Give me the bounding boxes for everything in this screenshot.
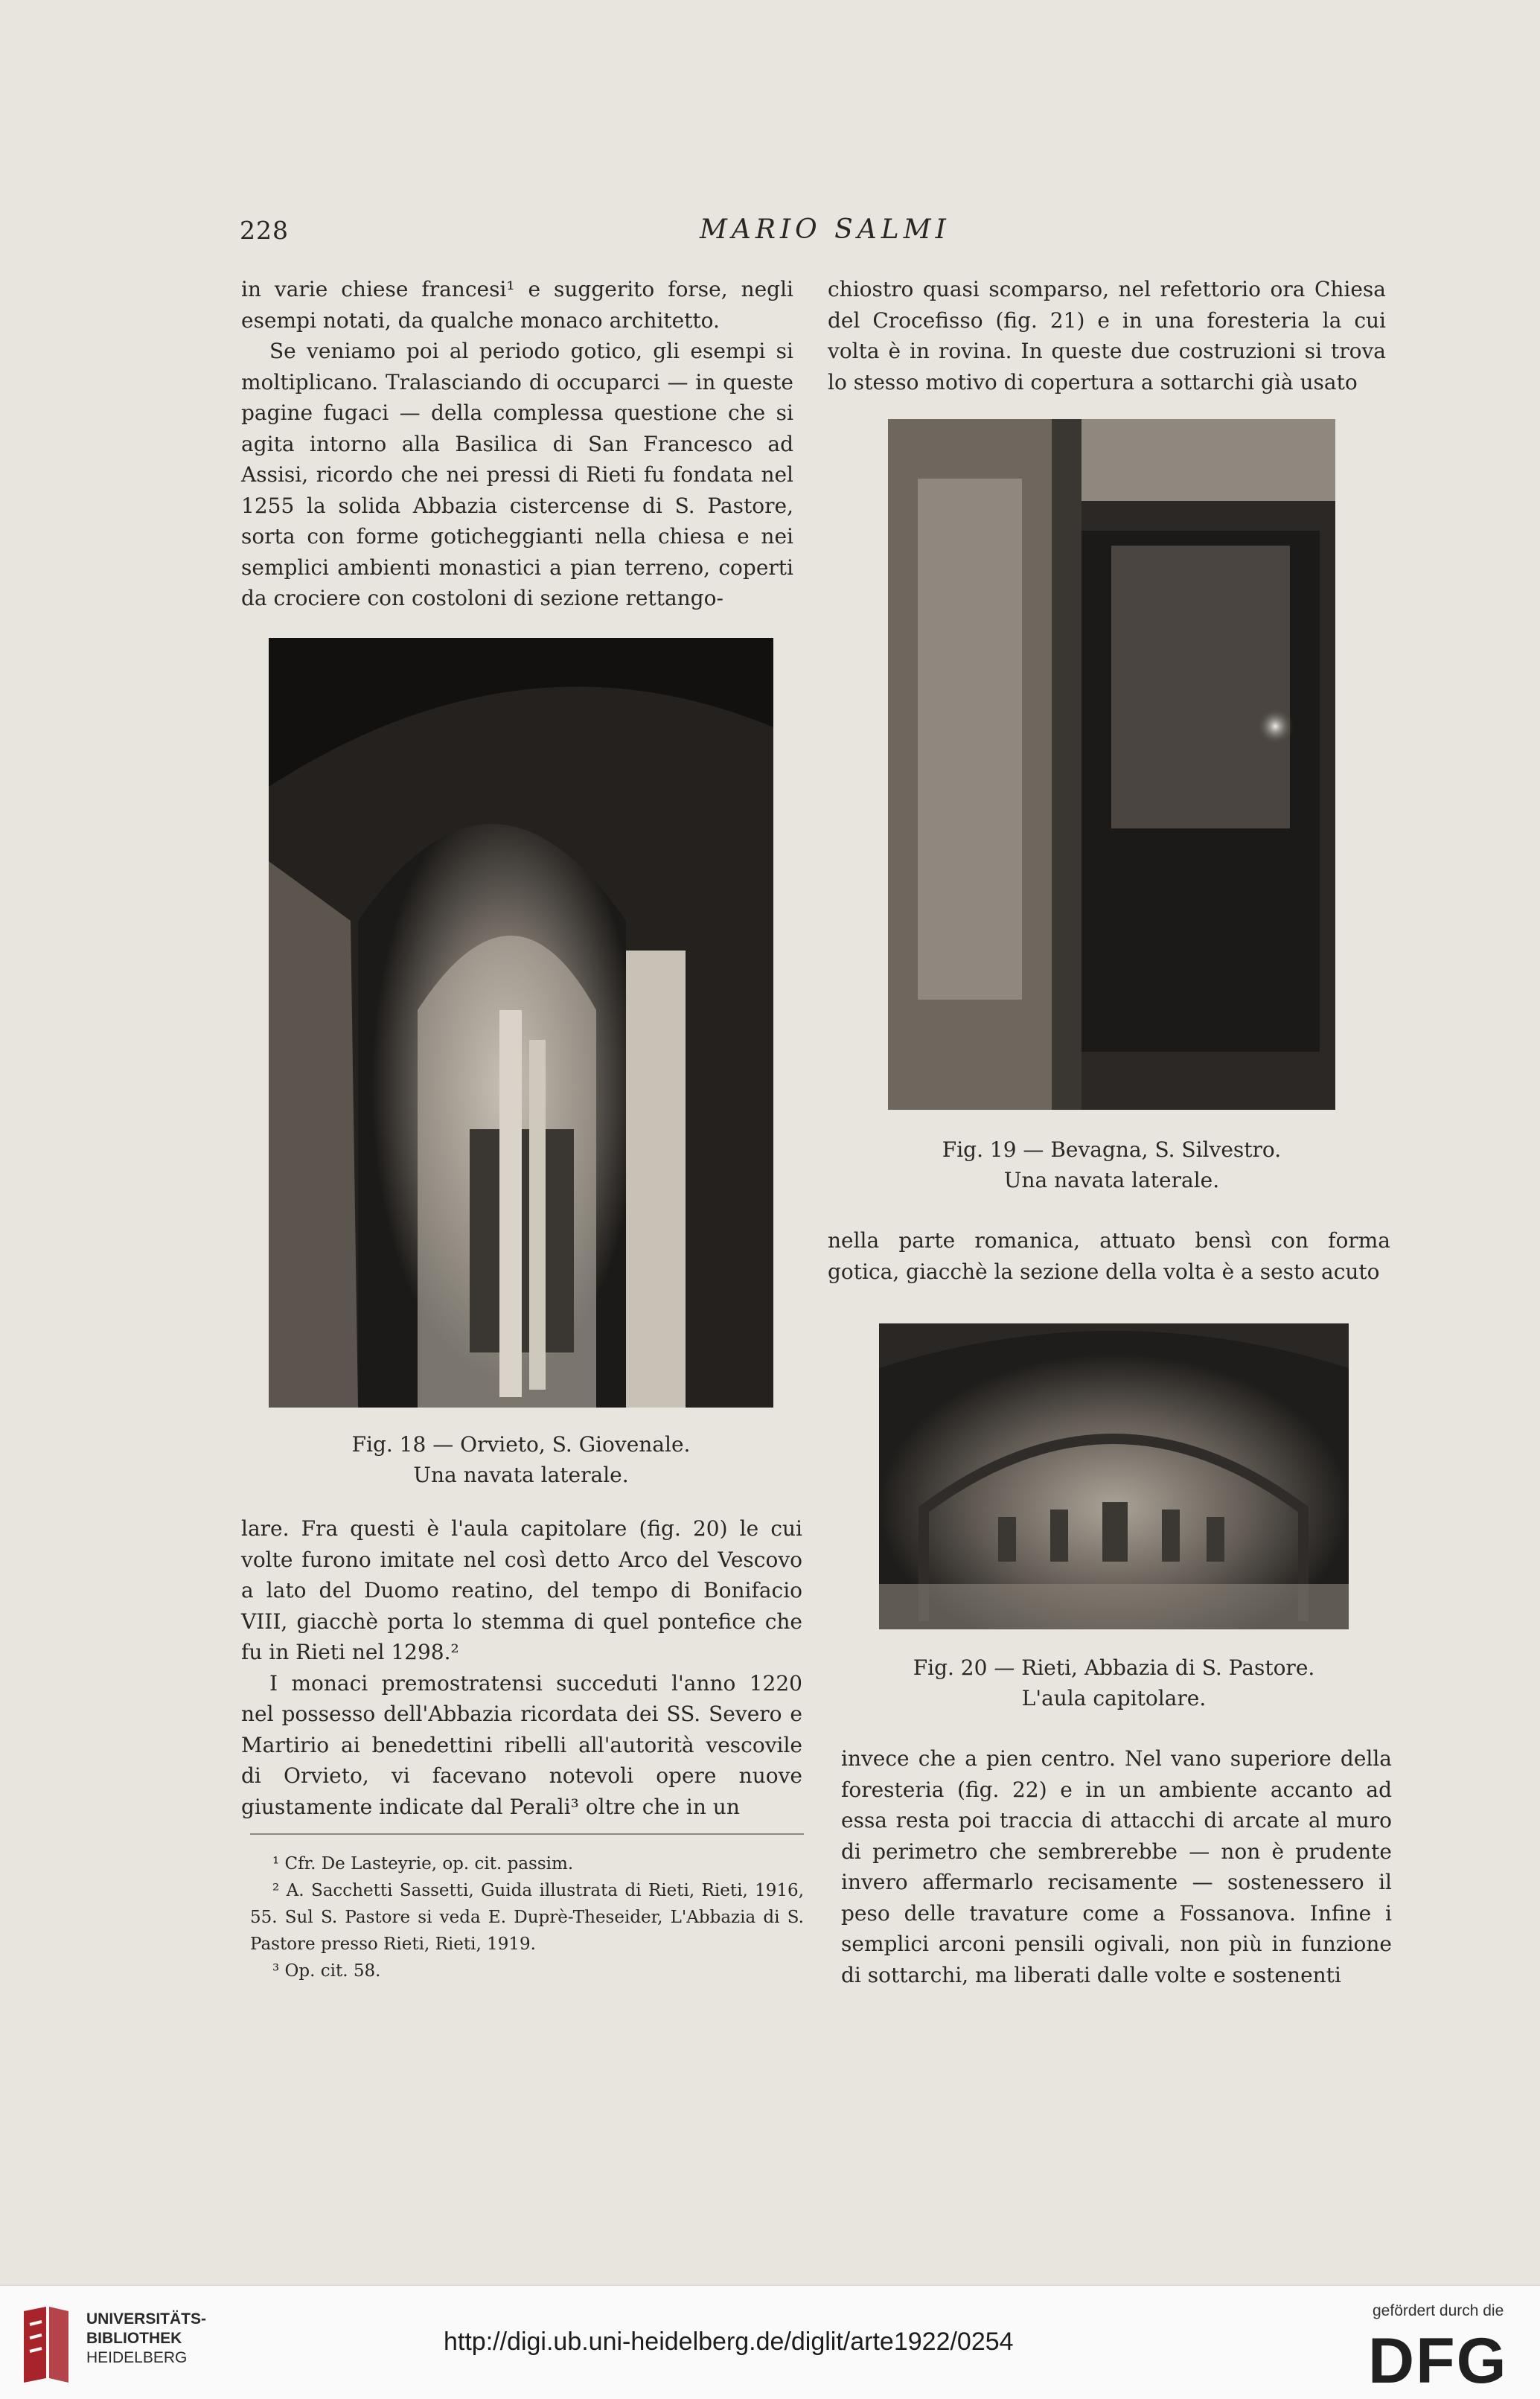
library-name-line2: BIBLIOTHEK [86, 2330, 182, 2347]
figure-19-caption-line2: Una navata laterale. [1003, 1168, 1220, 1192]
left-paragraph-4: I monaci premostratensi succeduti l'anno 1220 nel possesso dell'Abbazia ricordata dei SS. Severo e Martirio ai benedettini ribelli all'autorità vescovile di Orvieto, vi facevano notevoli opere nuove giustamente indicate dal Perali³ oltre che in un [241, 1670, 802, 1819]
page-number: 228 [240, 216, 289, 245]
dfg-logo: DFG [1368, 2325, 1508, 2397]
figure-20-caption [879, 1652, 1349, 1713]
footnotes [250, 1850, 804, 1984]
library-name-line3: HEIDELBERG [86, 2349, 188, 2366]
library-name-line1: UNIVERSITÄTS- [86, 2310, 207, 2328]
right-column-bottom [841, 1743, 1392, 1990]
library-name [86, 2310, 206, 2368]
left-paragraph-1: in varie chiese francesi¹ e suggerito forse, negli esempi notati, da qualche monaco architetto. [241, 277, 793, 333]
left-paragraph-3: lare. Fra questi è l'aula capitolare (fig. 20) le cui volte furono imitate nel così detto Arco del Vescovo a lato del Duomo reatino, del tempo di Bonifacio VIII, giacchè porta lo stemma di quel pontefice che fu in Rieti nel 1298.² [241, 1516, 802, 1664]
footnote-2: ² A. Sacchetti Sassetti, Guida illustrata di Rieti, Rieti, 1916, 55. Sul S. Pastore si veda E. Duprè-Theseider, L'Abbazia di S. Pastore presso Rieti, Rieti, 1919. [250, 1881, 804, 1954]
figure-18-caption-line1: Fig. 18 — Orvieto, S. Giovenale. [351, 1432, 691, 1457]
figure-19-caption-line1: Fig. 19 — Bevagna, S. Silvestro. [942, 1137, 1282, 1162]
university-library-logo [16, 2304, 74, 2386]
right-column-top [828, 274, 1386, 397]
figure-20-photo [879, 1323, 1349, 1629]
footer-bar [0, 2285, 1540, 2399]
right-paragraph-3: invece che a pien centro. Nel vano superiore della foresteria (fig. 22) e in un ambiente accanto ad essa resta poi traccia di attacchi di arcate al muro di perimetro che sembrerebbe — non è prudente invero affermarlo recisamente — sostenessero il peso delle travature come a Fossanova. Infine i semplici arconi pensili ogivali, non più in funzione di sottarchi, ma liberati dalle volte e sostenenti [841, 1746, 1392, 1987]
left-column-top [241, 274, 793, 614]
figure-18-caption-line2: Una navata laterale. [413, 1463, 629, 1487]
footnote-3: ³ Op. cit. 58. [272, 1961, 381, 1981]
left-column-bottom [241, 1513, 802, 1822]
footnote-1: ¹ Cfr. De Lasteyrie, op. cit. passim. [272, 1854, 574, 1873]
left-paragraph-2: Se veniamo poi al periodo gotico, gli esempi si moltiplicano. Tralasciando di occuparci — in queste pagine fugaci — della complessa questione che si agita intorno alla Basilica di San Francesco ad Assisi, ricordo che nei pressi di Rieti fu fondata nel 1255 la solida Abbazia cistercense di S. Pastore, sorta con forme goticheggianti nella chiesa e nei semplici ambienti monastici a pian terreno, coperti da crociere con costoloni di sezione rettango- [241, 339, 793, 610]
source-url-link[interactable]: http://digi.ub.uni-heidelberg.de/diglit/arte1922/0254 [444, 2328, 1014, 2356]
figure-20-caption-line2: L'aula capitolare. [1021, 1686, 1207, 1710]
sponsor-label: gefördert durch die [1373, 2302, 1504, 2319]
figure-20-caption-line1: Fig. 20 — Rieti, Abbazia di S. Pastore. [913, 1655, 1315, 1680]
right-column-middle [828, 1225, 1390, 1287]
right-paragraph-1: chiostro quasi scomparso, nel refettorio ora Chiesa del Crocefisso (fig. 21) e in una foresteria la cui volta è in rovina. In queste due costruzioni si trova lo stesso motivo di copertura a sottarchi già usato [828, 277, 1386, 394]
figure-18-caption [269, 1429, 773, 1490]
right-paragraph-2: nella parte romanica, attuato bensì con forma gotica, giacchè la sezione della volta è a sesto acuto [828, 1228, 1390, 1284]
figure-18-photo [269, 638, 773, 1408]
footnote-rule [250, 1833, 804, 1835]
figure-19-caption [888, 1134, 1335, 1195]
figure-19-photo [888, 419, 1335, 1110]
running-title: MARIO SALMI [700, 214, 950, 245]
